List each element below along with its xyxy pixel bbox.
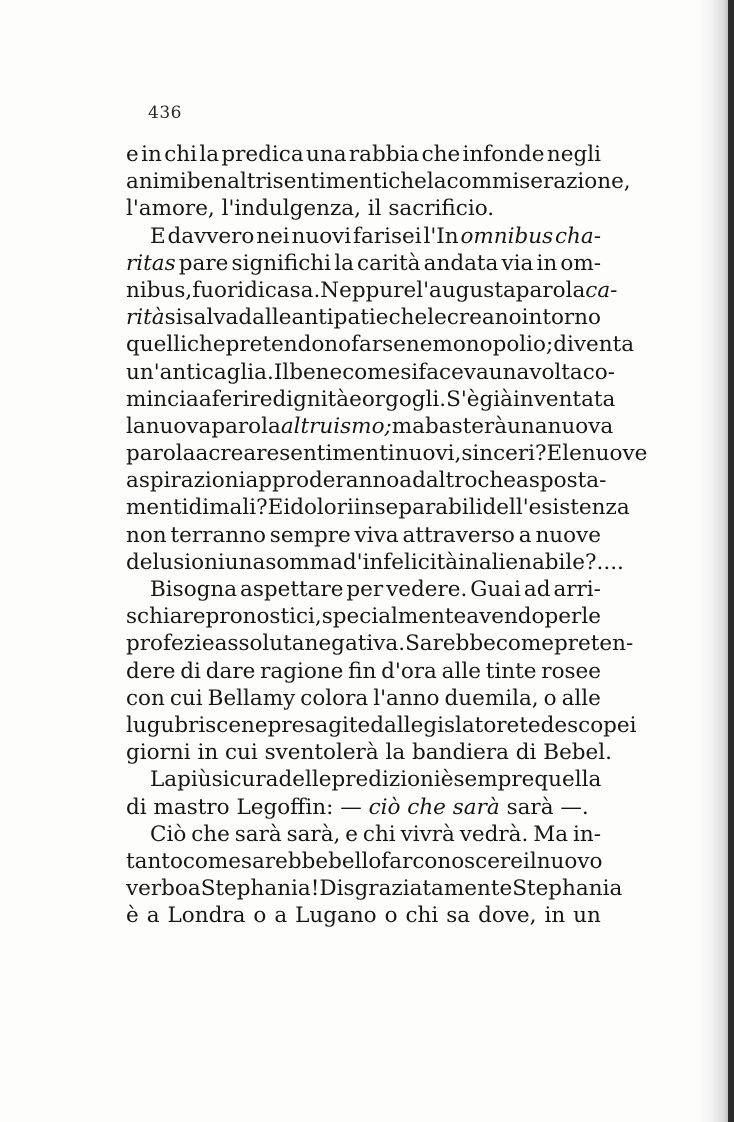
text-line — [126, 195, 601, 222]
word: la — [426, 169, 447, 195]
word: pei — [603, 712, 637, 738]
word: si — [400, 359, 419, 385]
word: che — [421, 142, 461, 167]
text-line — [126, 168, 631, 195]
word: Ma — [533, 821, 569, 847]
word: altro — [425, 468, 478, 494]
text-line — [126, 902, 601, 929]
word: e — [349, 386, 362, 412]
text-line — [126, 794, 601, 821]
word: davvero — [167, 223, 255, 249]
word: menti — [126, 495, 189, 521]
word: vedere. — [386, 577, 468, 602]
word: cui — [169, 685, 203, 711]
word: la — [126, 413, 146, 439]
word: ad — [399, 468, 426, 494]
word: d'ora — [381, 658, 437, 684]
word: creano — [446, 305, 522, 331]
word: specialmente — [321, 604, 467, 630]
word: Londra — [167, 903, 246, 929]
word: di — [188, 495, 210, 521]
word: infonde — [462, 142, 545, 167]
word: come — [495, 631, 554, 657]
word: l'In — [423, 223, 459, 249]
word: orgogli. — [361, 386, 447, 412]
word: avendo — [466, 604, 545, 630]
word: presagite — [267, 712, 371, 738]
word: aspettare — [240, 577, 344, 602]
text-line — [126, 331, 635, 358]
word: nuove — [581, 441, 648, 467]
word: la — [334, 250, 354, 276]
word: diventa — [553, 332, 635, 358]
word: farisei — [353, 223, 422, 249]
word: viva — [354, 522, 399, 548]
word: bene — [289, 359, 343, 385]
word: aspirazioni — [126, 468, 246, 494]
word: ben — [186, 169, 228, 195]
word: sarà — [506, 794, 554, 820]
word: o — [384, 903, 398, 929]
word: bandiera — [412, 740, 509, 766]
text-line — [126, 359, 615, 386]
word: vivrà — [400, 821, 455, 847]
word: commiserazione, — [446, 169, 631, 195]
word: chi — [362, 821, 396, 847]
word: sventolerà — [264, 740, 379, 766]
word: quella — [534, 767, 602, 793]
word: S'è — [446, 386, 480, 412]
text-line — [126, 250, 601, 277]
word: conoscere — [412, 848, 523, 874]
word: i — [283, 495, 291, 521]
word: preten- — [554, 631, 634, 657]
word: animi — [126, 169, 187, 195]
word: giorni — [126, 740, 191, 766]
word: pretendono — [225, 332, 352, 358]
word: negativa. — [304, 631, 406, 657]
word: chi — [405, 903, 439, 929]
word: pronostici, — [205, 604, 322, 630]
text-line — [126, 494, 630, 521]
text-line — [126, 467, 607, 494]
word: quelli — [126, 332, 187, 358]
word: un'anticaglia. — [126, 359, 274, 385]
word: dove, — [478, 903, 537, 929]
word: mali? — [209, 495, 268, 521]
page-edge-binding — [728, 0, 734, 1122]
text-line — [126, 821, 601, 848]
word: schiare — [126, 604, 206, 630]
text-line — [126, 223, 601, 250]
word: omnibus — [460, 223, 554, 249]
word: una — [224, 549, 266, 575]
word: altruismo; — [280, 413, 392, 439]
word: fuori — [192, 277, 245, 303]
word: a — [195, 441, 209, 467]
text-line — [126, 304, 601, 331]
word: che — [388, 305, 428, 331]
word: Disgraziatamente — [319, 876, 513, 902]
text-line — [126, 386, 616, 413]
word: sacrificio. — [388, 196, 495, 222]
word: una — [488, 359, 530, 385]
text-line — [126, 141, 601, 168]
word: negli — [546, 142, 601, 167]
word: l'indulgenza, — [221, 196, 361, 222]
word: altri — [227, 169, 273, 195]
word: sempre — [453, 767, 535, 793]
word: farsene — [351, 332, 433, 358]
word: predica — [221, 142, 304, 167]
word: monopolio; — [432, 332, 554, 358]
word: tanto — [126, 848, 183, 874]
text-line — [126, 277, 618, 304]
word: basterà — [424, 413, 508, 439]
word: tinte — [485, 658, 537, 684]
word: rabbia — [348, 142, 420, 167]
word: a — [518, 522, 532, 548]
word: dalle — [238, 305, 292, 331]
text-line — [126, 440, 648, 467]
word: le — [562, 441, 582, 467]
word: co- — [582, 359, 615, 385]
word: ca- — [585, 277, 618, 303]
word: sempre — [269, 522, 351, 548]
word: cha- — [554, 223, 601, 249]
word: il — [367, 196, 382, 222]
word: dolori — [290, 495, 354, 521]
word: ragione — [260, 658, 344, 684]
word: che — [186, 332, 226, 358]
word: sarebbe — [241, 848, 329, 874]
word: sarà — [452, 794, 500, 820]
word: verbo — [126, 876, 188, 902]
word: Legoffin: — [236, 794, 334, 820]
word: dell'esistenza — [482, 495, 630, 521]
word: colora — [300, 685, 369, 711]
word: di — [515, 740, 537, 766]
word: delusioni — [126, 549, 225, 575]
word: E — [267, 495, 284, 521]
word: vedrà. — [459, 821, 529, 847]
word: faceva — [418, 359, 489, 385]
word: Bisogna — [150, 577, 238, 602]
word: legislatore — [403, 712, 520, 738]
word: volta — [529, 359, 583, 385]
word: mastro — [153, 794, 230, 820]
word: La — [150, 767, 178, 793]
word: di — [244, 277, 265, 303]
word: di — [126, 794, 147, 820]
word: che — [477, 468, 517, 494]
word: sarà, — [286, 821, 341, 847]
word: la — [199, 142, 220, 167]
word: parola — [126, 441, 196, 467]
word: si — [164, 305, 183, 331]
word: e — [126, 142, 139, 167]
text-line — [126, 766, 601, 793]
word: dare — [205, 658, 256, 684]
word: E — [546, 441, 563, 467]
word: come — [342, 359, 401, 385]
word: nei — [256, 223, 290, 249]
word: lugubri — [126, 712, 206, 738]
word: nuova — [145, 413, 212, 439]
word: Sarebbe — [405, 631, 496, 657]
word: somma — [265, 549, 343, 575]
text-line — [126, 848, 601, 875]
word: sposta- — [528, 468, 607, 494]
word: una — [507, 413, 548, 439]
text-line — [126, 658, 601, 685]
word: chi — [164, 142, 197, 167]
word: nuove — [535, 522, 601, 548]
word: in — [197, 740, 219, 766]
word: assoluta — [214, 631, 305, 657]
word: Stephania! — [200, 876, 320, 902]
word: a — [274, 903, 288, 929]
word: dignità — [272, 386, 350, 412]
word: creare — [208, 441, 280, 467]
word: non — [126, 522, 167, 548]
word: significhi — [231, 250, 332, 276]
word: in — [536, 250, 558, 276]
word: approderanno — [245, 468, 400, 494]
word: antipatie — [291, 305, 389, 331]
word: — — [340, 794, 362, 820]
word: pare — [178, 250, 229, 276]
word: carità — [357, 250, 421, 276]
word: a — [187, 876, 201, 902]
word: le — [581, 604, 601, 630]
text-line — [126, 603, 601, 630]
word: alle — [561, 685, 601, 711]
word: sa — [446, 903, 471, 929]
word: sinceri? — [461, 441, 547, 467]
text-line — [126, 739, 612, 766]
word: E — [150, 223, 166, 249]
word: con — [126, 685, 165, 711]
word: Guai — [470, 577, 521, 602]
word: profezie — [126, 631, 215, 657]
word: che — [388, 169, 427, 195]
word: nuova — [547, 413, 614, 439]
word: sentimenti — [279, 441, 395, 467]
word: intorno — [521, 305, 601, 331]
word: via — [501, 250, 534, 276]
word: casa. — [264, 277, 321, 303]
body-text — [126, 141, 648, 929]
text-line — [126, 576, 601, 603]
word: duemila, — [444, 685, 539, 711]
word: per — [544, 604, 582, 630]
word: predizioni — [331, 767, 441, 793]
word: attraverso — [402, 522, 515, 548]
word: e — [345, 821, 359, 847]
word: tedesco — [519, 712, 604, 738]
word: sentimenti — [272, 169, 389, 195]
word: ad — [523, 577, 551, 602]
word: dere — [126, 658, 176, 684]
word: l'augusta — [416, 277, 516, 303]
word: fin — [348, 658, 377, 684]
word: delle — [278, 767, 332, 793]
word: bello — [328, 848, 382, 874]
word: rità — [126, 305, 165, 331]
word: l'anno — [373, 685, 440, 711]
text-line — [126, 712, 637, 739]
word: a — [516, 468, 529, 494]
word: nuovo — [536, 848, 603, 874]
word: un — [573, 903, 601, 929]
word: terranno — [170, 522, 266, 548]
word: nibus, — [126, 277, 193, 303]
word: la — [385, 740, 406, 766]
word: om- — [560, 250, 601, 276]
word: l'amore, — [126, 196, 215, 222]
word: parola — [211, 413, 281, 439]
word: ciò — [368, 794, 401, 820]
word: Lugano — [295, 903, 377, 929]
word: già — [479, 386, 513, 412]
word: ritas — [126, 250, 176, 276]
word: far — [381, 848, 413, 874]
word: più — [177, 767, 212, 793]
word: Stephania — [512, 876, 623, 902]
word: in- — [573, 821, 601, 847]
word: andata — [423, 250, 499, 276]
word: è — [440, 767, 454, 793]
word: a — [198, 386, 212, 412]
word: nuovi — [291, 223, 352, 249]
word: dal — [370, 712, 404, 738]
word: sarà — [234, 821, 282, 847]
word: è — [126, 903, 139, 929]
word: ferire — [211, 386, 273, 412]
word: alle — [441, 658, 481, 684]
word: o — [543, 685, 557, 711]
word: inalienabile?.... — [458, 549, 624, 575]
word: —. — [560, 794, 589, 820]
text-line — [126, 630, 634, 657]
word: Neppure — [320, 277, 417, 303]
word: Il — [273, 359, 290, 385]
word: che — [191, 821, 230, 847]
word: parola — [515, 277, 586, 303]
word: cui — [225, 740, 258, 766]
text-line — [126, 685, 601, 712]
word: d'infelicità — [342, 549, 459, 575]
word: per — [346, 577, 384, 602]
text-line — [126, 522, 601, 549]
word: scene — [205, 712, 268, 738]
word: di — [180, 658, 201, 684]
word: che — [407, 794, 446, 820]
word: inventata — [512, 386, 616, 412]
word: Bebel. — [543, 740, 612, 766]
page-number: 436 — [148, 103, 182, 123]
word: a — [146, 903, 160, 929]
text-line — [126, 875, 623, 902]
word: le — [427, 305, 447, 331]
word: una — [306, 142, 347, 167]
word: il — [522, 848, 537, 874]
word: arri- — [553, 577, 601, 602]
word: Bellamy — [207, 685, 296, 711]
word: rosee — [541, 658, 601, 684]
text-line — [126, 549, 624, 576]
word: sicura — [211, 767, 279, 793]
word: ma — [391, 413, 425, 439]
word: Ciò — [150, 821, 187, 847]
word: nuovi, — [394, 441, 462, 467]
text-line — [126, 413, 614, 440]
word: inseparabili — [353, 495, 483, 521]
word: come — [182, 848, 241, 874]
word: mincia — [126, 386, 199, 412]
word: salva — [182, 305, 239, 331]
word: o — [253, 903, 267, 929]
word: in — [544, 903, 566, 929]
word: in — [141, 142, 162, 167]
